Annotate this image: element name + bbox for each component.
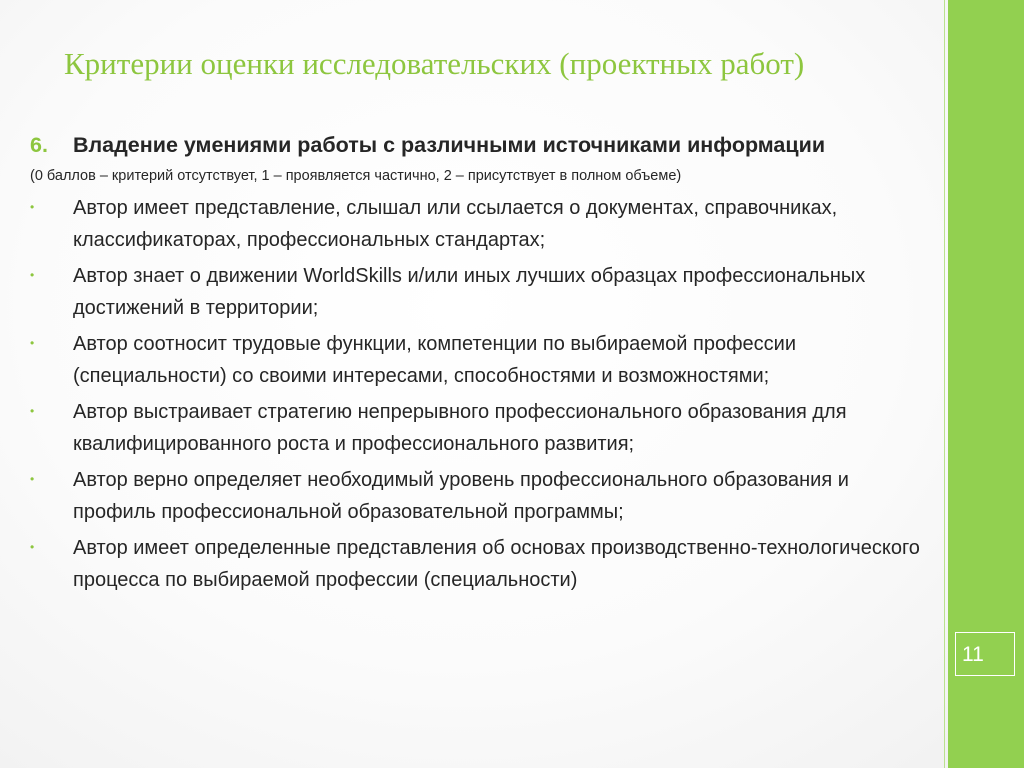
criteria-bullet-list [30, 193, 930, 596]
list-item [30, 465, 930, 528]
list-item [30, 261, 930, 324]
list-item-text: Автор соотносит трудовые функции, компетенции по выбираемой профессии (специальности) со своими интересами, способностями и возможностями; [73, 333, 797, 387]
list-item [30, 329, 930, 392]
slide-title: Критерии оценки исследовательских (проектных работ) [64, 46, 805, 81]
criterion-number: 6. [30, 133, 48, 157]
bullet-icon: • [30, 268, 35, 282]
criterion-text: Владение умениями работы с различными источниками информации [73, 133, 826, 157]
list-item [30, 397, 930, 460]
slide-content [30, 128, 930, 601]
bullet-icon: • [30, 404, 35, 418]
list-item [30, 533, 930, 596]
list-item-text: Автор имеет представление, слышал или ссылается о документах, справочниках, классификаторах, профессиональных стандартах; [73, 197, 838, 251]
list-item-text: Автор верно определяет необходимый уровень профессионального образования и профиль профессиональной образовательной программы; [73, 469, 849, 523]
page-number: 11 [955, 632, 1015, 676]
bullet-icon: • [30, 540, 35, 554]
list-item-text: Автор имеет определенные представления об основах производственно-технологического процесса по выбираемой профессии (специальности) [73, 537, 920, 591]
bullet-icon: • [30, 472, 35, 486]
bullet-icon: • [30, 200, 35, 214]
list-item [30, 193, 930, 256]
criterion-heading [30, 128, 930, 163]
list-item-text: Автор выстраивает стратегию непрерывного профессионального образования для квалифицированного роста и профессионального развития; [73, 401, 847, 455]
scoring-scale-note: (0 баллов – критерий отсутствует, 1 – проявляется частично, 2 – присутствует в полном объеме) [30, 168, 682, 184]
bullet-icon: • [30, 336, 35, 350]
accent-divider-line [944, 0, 945, 768]
list-item-text: Автор знает о движении WorldSkills и/или иных лучших образцах профессиональных достижений в территории; [73, 265, 866, 319]
